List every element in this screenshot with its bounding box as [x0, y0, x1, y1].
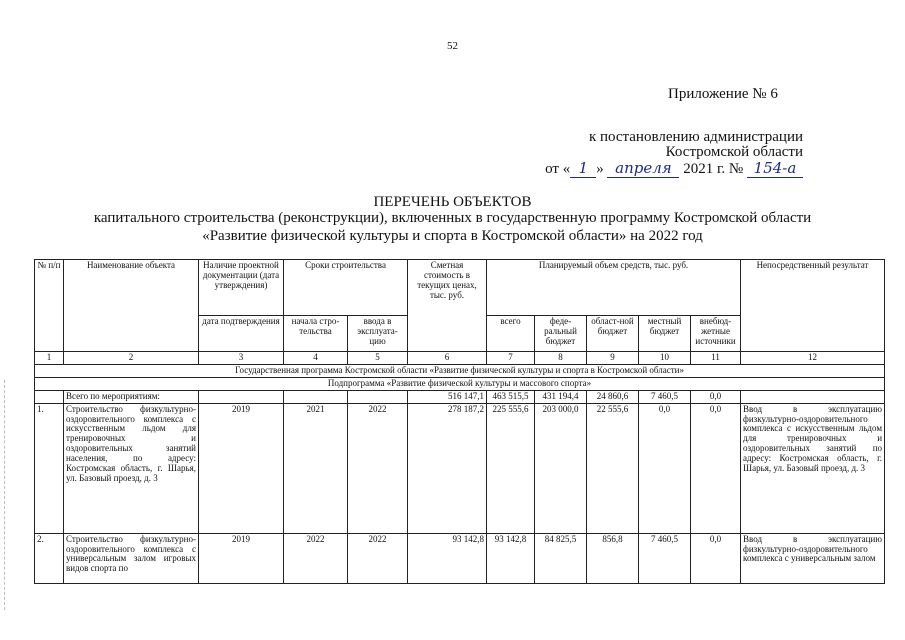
header-name: Наименование объекта: [64, 260, 199, 352]
table-row: [35, 403, 885, 533]
header-commission: ввода в эксплуата-цию: [348, 316, 408, 352]
row-name: Строительство физкультурно-оздоровительного комплекса с искусственным льдом для тренировочных и оздоровительных занятий населения, по адресу: Костромская область, г. Шарья, ул. Базовый проезд, д. 3: [64, 403, 199, 533]
row-commission: 2022: [348, 403, 408, 533]
row-extra: 0,0: [691, 533, 741, 583]
row-docs: 2019: [199, 403, 284, 533]
header-result: Непосредственный результат: [741, 260, 885, 352]
column-number: 5: [348, 352, 408, 365]
totals-local: 7 460,5: [639, 390, 691, 403]
row-total: 93 142,8: [487, 533, 535, 583]
column-number: 11: [691, 352, 741, 365]
row-num: 1.: [35, 403, 64, 533]
column-number: 7: [487, 352, 535, 365]
handwritten-number: 154-а: [747, 159, 803, 178]
header-total: всего: [487, 316, 535, 352]
row-cost: 93 142,8: [408, 533, 487, 583]
resolution-line-1: к постановлению администрации: [588, 129, 803, 145]
totals-regional: 24 860,6: [587, 390, 639, 403]
page-number: 52: [447, 40, 458, 52]
resolution-line-2: Костромской области: [665, 144, 803, 160]
totals-federal: 431 194,4: [535, 390, 587, 403]
row-local: 7 460,5: [639, 533, 691, 583]
document-subtitle-2: «Развитие физической культуры и спорта в Костромской области» на 2022 год: [202, 228, 703, 244]
column-number: 9: [587, 352, 639, 365]
row-regional: 856,8: [587, 533, 639, 583]
column-number: 2: [64, 352, 199, 365]
totals-label: Всего по мероприятиям:: [64, 390, 199, 403]
totals-row: [35, 390, 885, 403]
header-start: начала стро-тельства: [284, 316, 348, 352]
appendix-title: Приложение № 6: [668, 86, 778, 102]
column-number: 6: [408, 352, 487, 365]
header-num: № п/п: [35, 260, 64, 352]
row-commission: 2022: [348, 533, 408, 583]
document-subtitle-1: капитального строительства (реконструкции), включенных в государственную программу Костромской области: [93, 210, 812, 226]
totals-extra: 0,0: [691, 390, 741, 403]
row-start: 2022: [284, 533, 348, 583]
date-prefix: от «: [545, 161, 571, 177]
scan-edge-line: [4, 380, 6, 610]
row-cost: 278 187,2: [408, 403, 487, 533]
column-number: 8: [535, 352, 587, 365]
row-result: Ввод в эксплуатацию физкультурно-оздоровительного комплекса с универсальным залом: [741, 533, 885, 583]
row-docs: 2019: [199, 533, 284, 583]
header-regional: област-ной бюджет: [587, 316, 639, 352]
column-number: 10: [639, 352, 691, 365]
date-mid: »: [596, 161, 604, 177]
column-numbers-row: [35, 352, 885, 365]
column-number: 12: [741, 352, 885, 365]
header-docs-date: дата подтверждения: [199, 316, 284, 352]
totals-total: 463 515,5: [487, 390, 535, 403]
handwritten-day: 1: [570, 159, 596, 178]
objects-table: [34, 259, 885, 584]
row-num: 2.: [35, 533, 64, 583]
row-federal: 84 825,5: [535, 533, 587, 583]
document-title: ПЕРЕЧЕНЬ ОБЪЕКТОВ: [373, 194, 532, 210]
program-row: Государственная программа Костромской области «Развитие физической культуры и спорта в Костромской области»: [35, 364, 885, 377]
column-number: 4: [284, 352, 348, 365]
row-federal: 203 000,0: [535, 403, 587, 533]
handwritten-month: апреля: [607, 159, 679, 178]
row-start: 2021: [284, 403, 348, 533]
column-number: 3: [199, 352, 284, 365]
header-cost: Сметная стоимость в текущих ценах, тыс. руб.: [408, 260, 487, 352]
row-total: 225 555,6: [487, 403, 535, 533]
header-federal: феде-ральный бюджет: [535, 316, 587, 352]
header-terms: Сроки строительства: [284, 260, 408, 316]
header-funding: Планируемый объем средств, тыс. руб.: [487, 260, 741, 316]
row-name: Строительство физкультурно-оздоровительного комплекса с универсальным залом игровых видов спорта по: [64, 533, 199, 583]
row-extra: 0,0: [691, 403, 741, 533]
row-regional: 22 555,6: [587, 403, 639, 533]
date-year: 2021 г. №: [683, 161, 744, 177]
subprogram-row: Подпрограмма «Развитие физической культуры и массового спорта»: [35, 377, 885, 390]
resolution-date-line: [545, 159, 803, 178]
header-extra: внебюд-жетные источники: [691, 316, 741, 352]
header-docs: Наличие проектной документации (дата утверждения): [199, 260, 284, 316]
table-row: [35, 533, 885, 583]
column-number: 1: [35, 352, 64, 365]
row-local: 0,0: [639, 403, 691, 533]
totals-cost: 516 147,1: [408, 390, 487, 403]
header-local: местный бюджет: [639, 316, 691, 352]
row-result: Ввод в эксплуатацию физкультурно-оздоровительного комплекса с искусственным льдом для тренировочных и оздоровительных занятий по адресу: Костромская область, г. Шарья, ул. Базовый проезд, д. 3: [741, 403, 885, 533]
